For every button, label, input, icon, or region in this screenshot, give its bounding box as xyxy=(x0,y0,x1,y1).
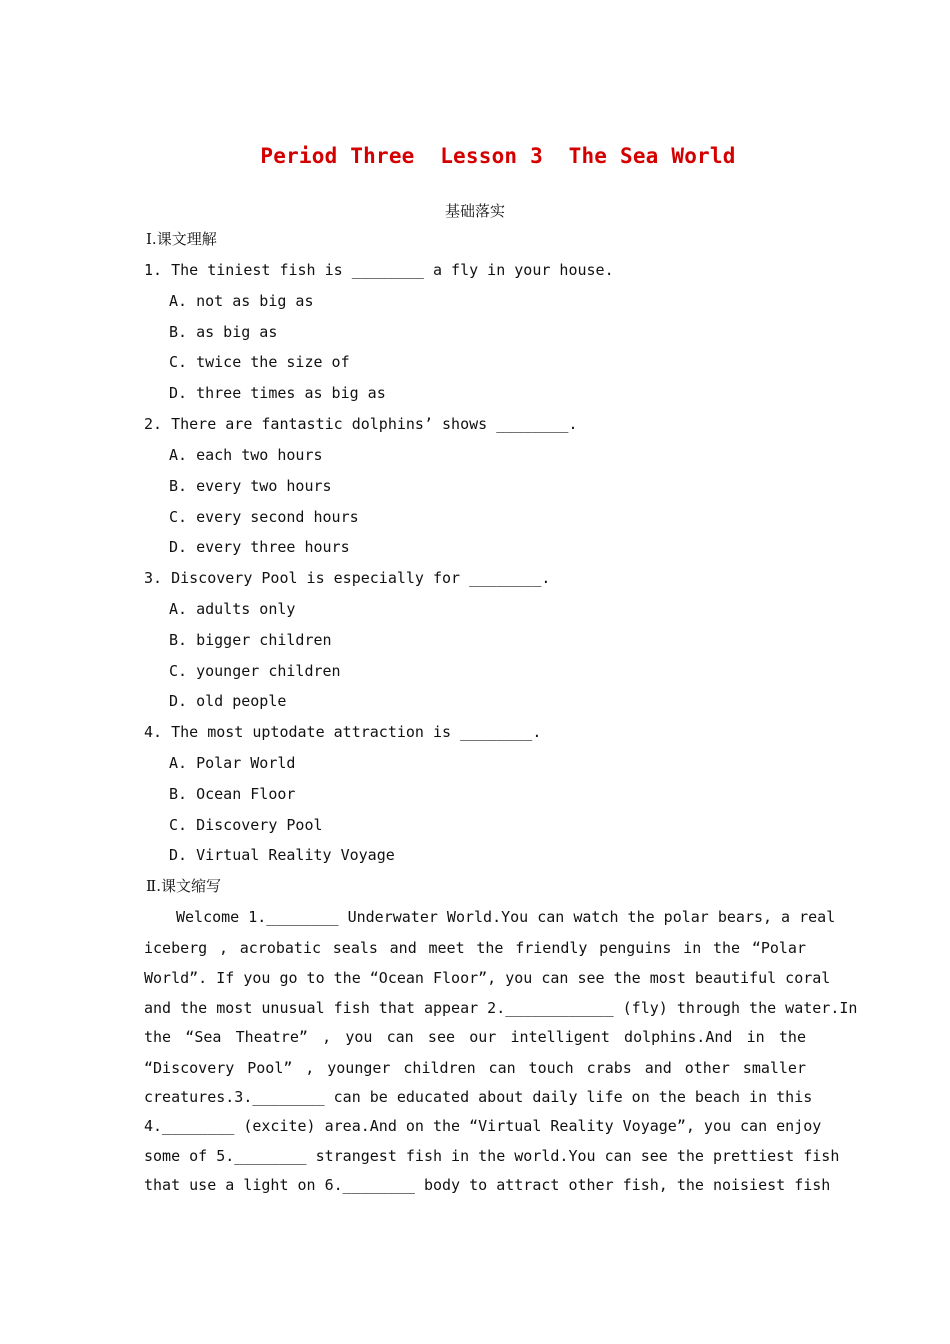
page-title: Period Three Lesson 3 The Sea World xyxy=(260,144,736,168)
summary-line: and the most unusual fish that appear 2.____________ (fly) through the water.In xyxy=(144,999,858,1017)
question-4-option-d: D. Virtual Reality Voyage xyxy=(169,846,395,864)
question-3-option-a: A. adults only xyxy=(169,600,296,618)
section-1-label: Ⅰ.课文理解 xyxy=(146,230,217,248)
question-1-option-a: A. not as big as xyxy=(169,292,314,310)
summary-line: some of 5.________ strangest fish in the world.You can see the prettiest fish xyxy=(144,1147,840,1165)
question-3-option-d: D. old people xyxy=(169,692,287,710)
summary-line: creatures.3.________ can be educated about daily life on the beach in this xyxy=(144,1088,813,1106)
question-4-option-c: C. Discovery Pool xyxy=(169,816,323,834)
question-4-option-a: A. Polar World xyxy=(169,754,296,772)
summary-line: “Discovery Pool” , younger children can touch crabs and other smaller xyxy=(144,1059,806,1077)
question-1-option-b: B. as big as xyxy=(169,323,278,341)
question-2-option-c: C. every second hours xyxy=(169,508,359,526)
question-1-stem: 1. The tiniest fish is ________ a fly in your house. xyxy=(144,261,614,279)
summary-line: 4.________ (excite) area.And on the “Virtual Reality Voyage”, you can enjoy xyxy=(144,1117,822,1135)
summary-line: iceberg , acrobatic seals and meet the friendly penguins in the “Polar xyxy=(144,939,806,957)
summary-line: the “Sea Theatre” , you can see our intelligent dolphins.And in the xyxy=(144,1028,806,1046)
question-3-option-b: B. bigger children xyxy=(169,631,332,649)
question-3-stem: 3. Discovery Pool is especially for ________. xyxy=(144,569,551,587)
question-1-option-c: C. twice the size of xyxy=(169,353,350,371)
question-4-option-b: B. Ocean Floor xyxy=(169,785,296,803)
section-heading: 基础落实 xyxy=(444,202,505,220)
summary-line: World”. If you go to the “Ocean Floor”, you can see the most beautiful coral xyxy=(144,969,831,987)
question-4-stem: 4. The most uptodate attraction is ________. xyxy=(144,723,542,741)
question-1-option-d: D. three times as big as xyxy=(169,384,386,402)
question-2-option-b: B. every two hours xyxy=(169,477,332,495)
question-3-option-c: C. younger children xyxy=(169,662,341,680)
question-2-stem: 2. There are fantastic dolphins’ shows ________. xyxy=(144,415,578,433)
summary-line: that use a light on 6.________ body to attract other fish, the noisiest fish xyxy=(144,1176,831,1194)
summary-line: Welcome 1.________ Underwater World.You can watch the polar bears, a real xyxy=(176,908,836,926)
question-2-option-a: A. each two hours xyxy=(169,446,323,464)
section-2-label: Ⅱ.课文缩写 xyxy=(146,877,221,895)
question-2-option-d: D. every three hours xyxy=(169,538,350,556)
